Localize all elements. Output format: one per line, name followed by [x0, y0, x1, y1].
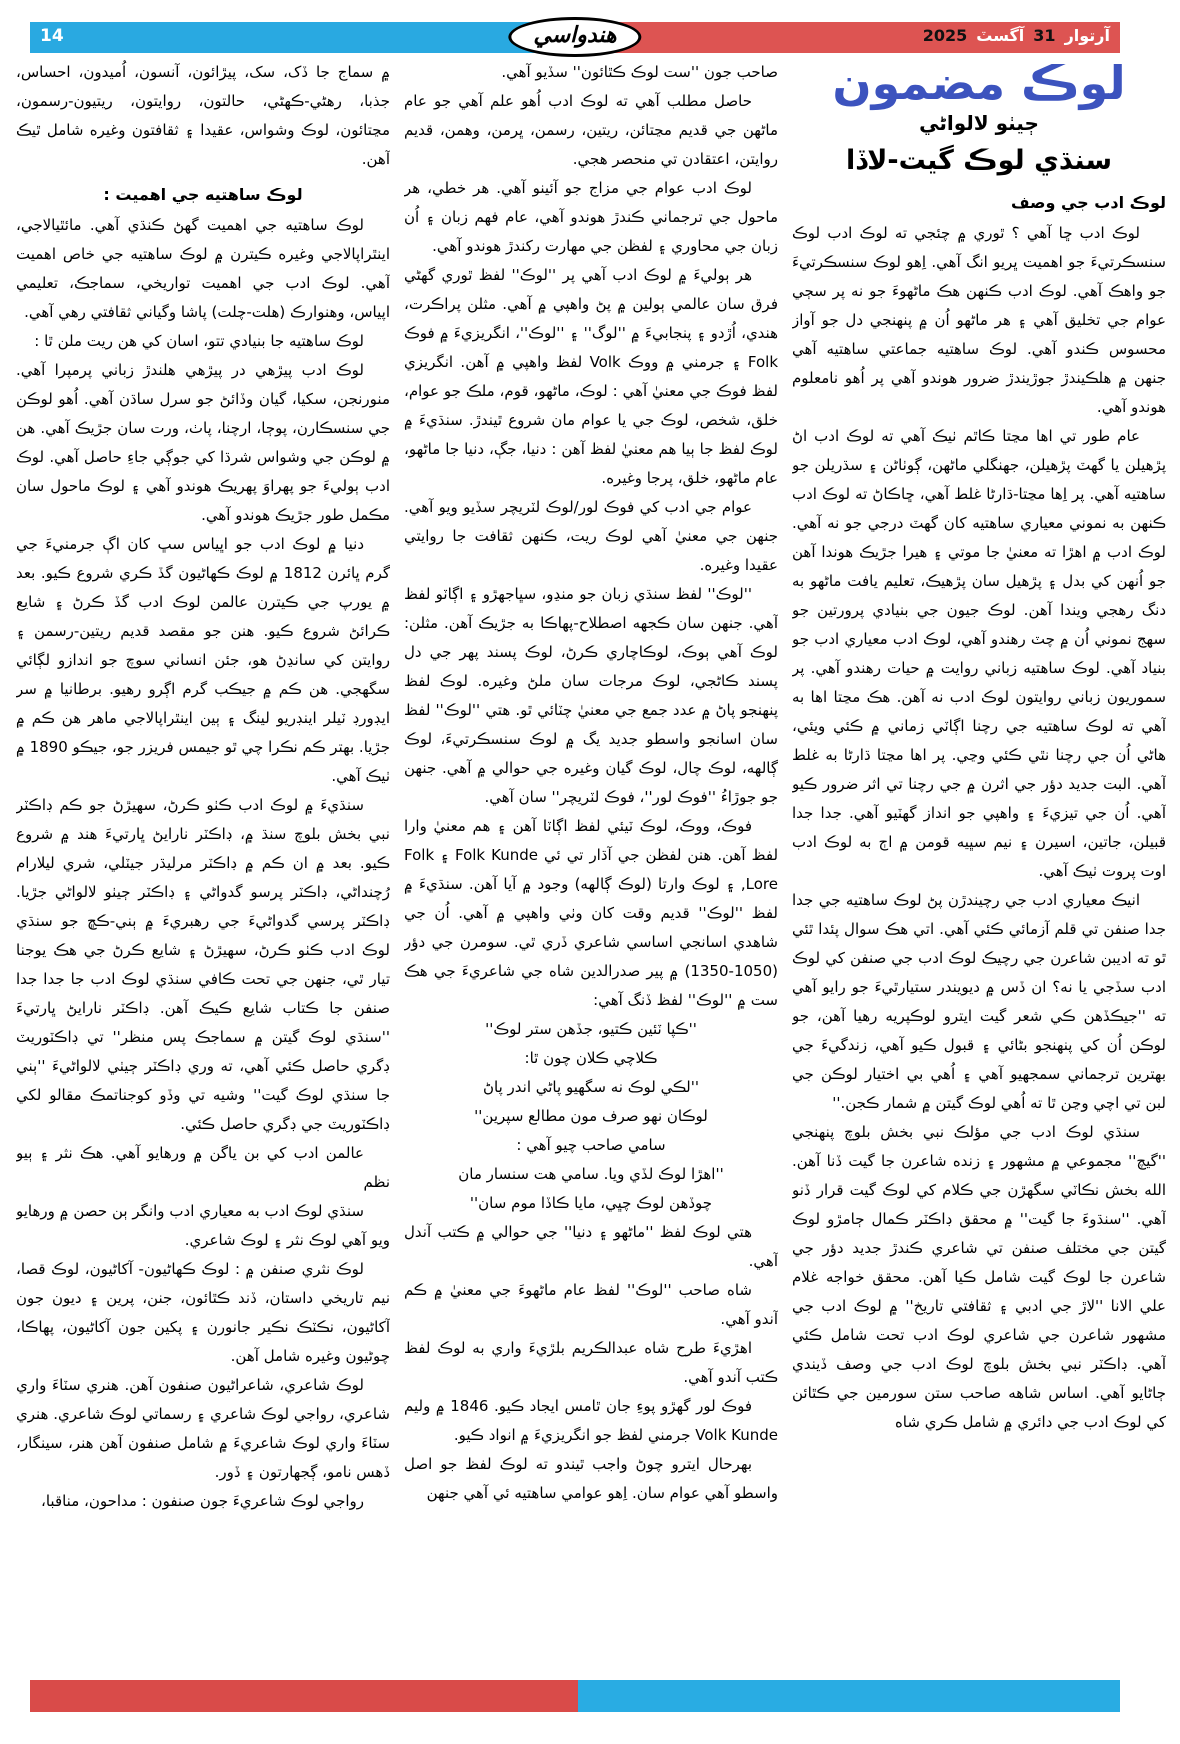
- paragraph: شاه صاحب ''لوڪ'' لفظ عام ماڻهوءَ جي معنيٰ ۾ ڪم آندو آهي.: [404, 1281, 778, 1328]
- date-day: 31: [1033, 26, 1056, 45]
- paragraph: عالمن ادب کي بن ياگن ۾ ورهايو آهي. هڪ نثر ۽ ٻيو نظم: [16, 1144, 390, 1191]
- column-middle: [404, 58, 778, 1662]
- paragraph: ۾ سماج جا ڏک، سک، پيڙائون، آنسون، اُميدون، احساس، جذبا، رهڻي-ڪهڻي، حالتون، روايتون، ريتيون-رسمون، مڃتائون، لوڪ وشواس، عقيدا ۽ ثقافتون وغيره شامل ٿيڪ آهن.: [16, 63, 390, 168]
- paragraph: سنڌي لوڪ ادب به معياري ادب وانگر ٻن حصن ۾ ورهايو ويو آهي لوڪ نثر ۽ لوڪ شاعري.: [16, 1202, 390, 1249]
- paragraph: هتي لوڪ لفظ ''ماڻهو ۽ دنيا'' جي حوالي ۾ ڪتب آندل آهي.: [404, 1223, 778, 1270]
- column-left: [16, 58, 390, 1662]
- paragraph: لوڪ ساهتيه جا بنيادي تتو، اسان کي هن ريت ملن ٿا :: [34, 332, 364, 350]
- paragraph: سنڌي لوڪ ادب جي مؤلڪ نبي بخش بلوچ پنهنجي ''گيچ'' مجموعي ۾ مشهور ۽ زنده شاعرن جا گيت ڏنا آهن. الله بخش نڪاٽي سگهڙن جي ڪلام کي لوڪ گيت قرار ڏنو آهي. ''سنڌوءَ جا گيت'' ۾ محقق ڊاڪٽر ڪمال ڄامڙو لوڪ گيتن جي مختلف صنفن تي شاعري ڪندڙ جديد دؤر جي شاعرن جا لوڪ گيت شامل ڪيا آهن. محقق خواجه غلام علي الانا ''لاڙ جي ادبي ۽ ثقافتي تاريخ'' ۾ لوڪ ادب جي مشهور شاعرن جي شاعري لوڪ ادب تحت شامل ڪئي آهي. ڊاڪٽر نبي بخش بلوچ لوڪ ادب جي وصف ڏيندي ڄاڻايو آهي. اساس شاهه صاحب ستن سورمين جي ڪٿائن کي لوڪ ادب جي دائري ۾ شامل ڪري شاه: [792, 1122, 1166, 1431]
- paragraph: عام طور تي اها مڃتا ڪاٿم ٺيڪ آهي ته لوڪ ادب اڻ پڙهيلن يا گهٽ پڙهيلن، جهنگلي ماڻهن، ڳوٺاڻن ۽ سڌريلن جو ساهتيه آهي. پر اِها مڃتا-ڌارڻا غلط آهي، ڇاڪاڻ ته لوڪ ادب ڪنهن به نموني معياري ساهتيه کان گهٽ درجي جو نه آهي. لوڪ ادب ۾ اهڙا ته معنيٰ جا موتي ۽ هيرا جڙيڪ هوندا آهن جو اُنهن کي بدل ۽ پڙهيل سان پڙهيڪ، تعليم يافت ماڻهو به دنگ رهجي ويندا آهن. لوڪ جيون جي بنيادي پرورتين جو سهج نموني اُن ۾ چٽ رهندو آهي، لوڪ ادب معياري ادب جو بنياد آهي. لوڪ ساهتيه زباني روايت ۾ حيات رهندو آهي. پر سموريون زباني روايتون لوڪ ادب نه آهن. هڪ مڃتا اها به آهي ته لوڪ ساهتيه جي رچنا اڳاٽي زماني ۾ ڪئي ويئي، هاڻي اُن جي رچنا نٿي ڪئي وڃي. پر اها مڃتا ڌارڻا به غلط آهي. البت جديد دؤر جي اثرن ۾ جي رچنا تي اثر ضرور ڪيو آهي. اُن جي تيزيءَ ۽ واهپي جو انداز گهٽيو آهي. جدا جدا قبيلن، جاتين، اسيرن ۽ نيم سڀيه قومن ۾ اڄ به لوڪ ادب اوت پروت ٺيڪ آهي.: [792, 426, 1166, 880]
- paragraph: دنيا ۾ لوڪ ادب جو اڀياس سڀ کان اڳ جرمنيءَ جي گرم ڀائرن 1812 ۾ لوڪ ڪهاڻيون گڏ ڪري شروع ڪيو. بعد ۾ يورپ جي ڪيترن عالمن لوڪ ادب گڏ ڪرڻ ۽ شايع ڪرائڻ شروع ڪيو. هنن جو مقصد قديم ريتين-رسمن ۽ روايتن کي سانڍڻ هو، جئن انساني سوچ جو اندازو لڳائي سگهجي. هن ڪم ۾ جيڪب گرم اڳرو رهيو. برطانيا ۾ سر ايڊورڊ ٽيلر اينڊريو لينگ ۽ ٻين اينٿراپالاجي ماهر هن ڪم ۾ جڙيا. بهتر ڪم نڪرا چي ٿو جيمس فريزر جو، جيڪو 1890 ۾ ٺيڪ آهي.: [16, 535, 390, 785]
- paragraph: سنڌيءَ ۾ لوڪ ادب ڪٺو ڪرڻ، سهيڙڻ جو ڪم ڊاڪٽر نبي بخش بلوچ سنڌ ۾، ڊاڪٽر نارايڻ ڀارتيءَ هند ۾ شروع ڪيو. بعد ۾ ان ڪم ۾ ڊاڪٽر مرليڌر جيٽلي، شري ليلارام رُچنداڻي، ڊاڪٽر پرسو گدواڻي ۽ ڊاڪٽر ڄيٺو لالواڻي جڙيا. ڊاڪٽر پرسي گدواڻيءَ جي رهبريءَ ۾ ٻني-ڪڇ جو سنڌي لوڪ ادب ڪٺو ڪرڻ، سهيڙڻ ۽ شايع ڪرڻ جي هڪ يوجنا تيار ٿي، جنهن جي تحت ڪافي سنڌي لوڪ ادب جا جدا جدا صنفن جا ڪتاب شايع ڪيڪ آهن. ڊاڪٽر نارايڻ ڀارتيءَ ''سنڌي لوڪ گيتن ۾ سماجڪ پس منظر'' تي ڊاڪٽوريٽ ڊگري حاصل ڪئي آهي، ته وري ڊاڪٽر ڄيٺي لالواڻيءَ ''ٻني جا سنڌي لوڪ گيت'' وشيه تي وڏو کوجناتمڪ مقالو لکي ڊاڪٽوريٽ جي ڊگري حاصل ڪئي.: [16, 796, 390, 1133]
- date-year: 2025: [922, 26, 968, 45]
- paragraph: فوڪ لور گهڙو پوءِ جان ٿامس ايجاد ڪيو. 1846 ۾ وليم Volk Kunde جرمني لفظ جو انگريزيءَ ۾ انواد ڪيو.: [404, 1397, 778, 1444]
- paragraph: رواجي لوڪ شاعريءَ جون صنفون : مداحون، مناقبا،: [41, 1492, 364, 1510]
- footer-bar: [30, 1680, 1120, 1712]
- verse-line: ''ڪپا ٽئين ڪتيو، جڏهن ستر لوڪ'': [485, 1020, 697, 1038]
- verse-line: ''اهڙا لوڪ لڏي ويا. سامي هت سنسار مان: [458, 1165, 724, 1183]
- section-heading: لوڪ ساهتيه جي اهميت :: [103, 185, 303, 204]
- verse-line: لوڪان نهو صرف مون مطالع سپرين'': [474, 1107, 708, 1125]
- section-heading: لوڪ ادب جي وصف: [1010, 192, 1166, 212]
- verse-line: چوڏهن لوڪ چڀي، مايا ڪاڏا موم سان'': [469, 1194, 713, 1212]
- newspaper-logo: هندواسي: [508, 17, 641, 57]
- column-right-text: [792, 188, 1166, 1437]
- issue-date: [923, 26, 1110, 45]
- verse-line: سامي صاحب چيو آهي :: [516, 1136, 666, 1154]
- paragraph: ''لوڪ'' لفظ سنڌي زبان جو منڍو، سڀاجهڙو ۽ اڳاٽو لفظ آهي. جنهن سان ڪجهه اصطلاح-پهاڪا به جڙيڪ آهن. مثلن: لوڪ آهي ٻوڪ، لوڪاچاري ڪرڻ، لوڪ پسند پهر جي دل پسند ڪاڻجي، لوڪ مرجات سان ملڻ وغيره. لوڪ لفظ پنهنجو پاڻ ۾ عدد جمع جي معنيٰ چٽائي ٿو. هتي ''لوڪ'' لفظ سان اسانجو واسطو جديد يگ ۾ لوڪ سنسڪرتيءَ، لوڪ ڳالهه، لوڪ چال، لوڪ گيان وغيره جي حوالي ۾ آهي. جنهن جو جوڙاءُ ''فوڪ لور''، فوڪ لٽريچر'' سان آهي.: [404, 585, 778, 806]
- header-bar: [30, 22, 1120, 53]
- column-middle-text: [404, 58, 778, 1508]
- paragraph: انيڪ معياري ادب جي رچيندڙن پڻ لوڪ ساهتيه جي جدا جدا صنفن تي قلم آزمائي ڪئي آهي. اتي هڪ سوال پئدا ٿئي ٿو ته اديبن شاعرن جي رچيڪ لوڪ ادب جي صنفن کي لوڪ ادب سڏجي يا نه؟ ان ڏس ۾ ديويندر ستيارٿيءَ جو رايو آهي ته ''جيڪڏهن ڪي شعر گيت ايترو لوڪپريه رهيا آهن، جو لوڪن اُن کي پنهنجو بڻائي ۽ قبول ڪيو آهي، زندگيءَ جي بهترين ترجماني سمجهيو آهي ۽ اُهي بي اختيار لوڪن جي لبن تي اچي وڃن ٿا ته اُهي لوڪ گيتن ۾ شمار ڪجن.'': [792, 890, 1166, 1112]
- article-body: [14, 58, 1166, 1662]
- date-weekday: آرتوار: [1064, 26, 1110, 45]
- footer-blue-strip: [578, 1680, 1120, 1712]
- verse-line: ڪلاچي ڪلان چون ٿا:: [524, 1049, 658, 1067]
- page-number: 14: [40, 26, 64, 46]
- paragraph: فوڪ، ووڪ، لوڪ ٽيئي لفظ اڳاٽا آهن ۽ هم معنيٰ وارا لفظ آهن. هنن لفظن جي آڌار تي ئي Folk Kunde ۽ Folk Lore, ۽ لوڪ وارتا (لوڪ ڳالهه) وجود ۾ آيا آهن. سنڌيءَ ۾ لفظ ''لوڪ'' قديم وقت کان وٺي واهپي ۾ آهي. اُن جي شاهدي اسانجي اساسي شاعري ڏري ٿي. سومرن جي دؤر (1050-1350) ۾ پير صدرالدين شاه جي شاعريءَ جي هڪ ست ۾ ''لوڪ'' لفظ ڏنگ آهي:: [404, 817, 778, 1009]
- article-kicker: لوڪ مضمون: [832, 58, 1126, 110]
- date-month: آگسٽ: [976, 26, 1025, 45]
- article-title: سنڌي لوڪ گيت-لاڏا: [845, 144, 1112, 176]
- paragraph: لوڪ ادب عوام جي مزاج جو آئينو آهي. هر خطي، هر ماحول جي ترجماني ڪندڙ هوندو آهي، عام فهم زبان ۽ اُن زبان جي محاوري ۽ لفظن جي مهارت رکندڙ هوندو آهي.: [404, 179, 778, 255]
- paragraph: لوڪ شاعري، شاعراڻيون صنفون آهن. هنري سٽاءَ واري شاعري، رواجي لوڪ شاعري ۽ رسماتي لوڪ شاعري. هنري سٽاءَ واري لوڪ شاعريءَ ۾ شامل صنفون آهن هنر، سينگار، ڏهس نامو، ڳجهارتون ۽ ڏور.: [16, 1376, 390, 1481]
- article-masthead: [792, 58, 1166, 176]
- paragraph: لوڪ نثري صنفن ۾ : لوڪ ڪهاڻيون- آکاڻيون، لوڪ قصا، نيم تاريخي داستان، ڏند ڪٿائون، جنن، پرين ۽ ديون جون آکاڻيون، نڪٽڪ نڪير جانورن ۽ پکين جون آکاڻيون، پهاڪا، چوڻيون وغيره شامل آهن.: [16, 1260, 390, 1365]
- paragraph: هر ٻوليءَ ۾ لوڪ ادب آهي پر ''لوڪ'' لفظ ٿوري گهڻي فرق سان عالمي ٻولين ۾ پڻ واهپي ۾ آهي. مثلن پراڪرت، هندي، اُڙدو ۽ پنجابيءَ ۾ ''لوگ'' ۽ ''لوڪ''، انگريزيءَ ۾ فوڪ Folk ۽ جرمني ۾ ووڪ Volk لفظ واهپي ۾ آهن. انگريزي لفظ فوڪ جي معنيٰ آهي : لوڪ، ماڻهو، قوم، ملڪ جو عوام، خلق، شخص، لوڪ جي يا عوام مان شروع ٿيندڙ. سنڌيءَ ۾ لوڪ لفظ جا ٻيا هم معنيٰ لفظ آهن : دنيا، جڳ، دنيا جا ماڻهو، عام ماڻهو، خلق، پرجا وغيره.: [404, 266, 778, 487]
- article-byline: ڄيٺو لالواڻي: [919, 110, 1039, 135]
- column-right: [792, 58, 1166, 1662]
- paragraph: عوام جي ادب کي فوڪ لور/لوڪ لٽريچر سڏيو ويو آهي. جنهن جي معنيٰ آهي لوڪ ريت، ڪنهن ثقافت جا روايتي عقيدا وغيره.: [404, 498, 778, 574]
- paragraph: لوڪ ادب ڇا آهي ؟ ٿوري ۾ چئجي ته لوڪ ادب لوڪ سنسڪرتيءَ جو اهميت ڀريو انگ آهي. اِهو لوڪ سنسڪرتيءَ جو واهڪ آهي. لوڪ ادب ڪنهن هڪ ماڻهوءَ جو نه پر سڄي عوام جي تخليق آهي ۽ هر ماڻهو اُن ۾ پنهنجي دل جو آواز محسوس ڪندو آهي. لوڪ ساهتيه جماعتي ساهتيه آهي جنهن ۾ هلڪيندڙ جوڙيندڙ ضرور هوندو آهي پر اُهو نامعلوم هوندو آهي.: [792, 223, 1166, 416]
- verse-line: ''لڪي لوڪ نه سگهيو پاڻي اندر پاڻ: [483, 1078, 699, 1096]
- paragraph: اهڙيءَ طرح شاه عبدالڪريم بلڙيءَ واري به لوڪ لفظ ڪتب آندو آهي.: [404, 1339, 778, 1386]
- paragraph: لوڪ ادب پيڙهي در پيڙهي هلندڙ زباني پرمپرا آهي. منورنجن، سکيا، گيان وڏائڻ جو سرل ساڌن آهي. اُهو لوڪن جي سنسڪارن، پوڄا، ارچنا، پاٺ، ورت سان جڙيڪ آهي. هن ۾ لوڪن جي وشواس شرڌا کي جوڳي جاءِ حاصل آهي. لوڪ ادب ٻوليءَ جو پهراوَ پهريڪ هوندو آهي ۽ لوڪ ماحول سان مڪمل طور جڙيڪ هوندو آهي.: [16, 361, 390, 524]
- paragraph: حاصل مطلب آهي ته لوڪ ادب اُهو علم آهي جو عام ماڻهن جي قديم مڃتائن، ريتين، رسمن، ڀرمن، وهمن، قديم روايتن، اعتقادن تي منحصر هجي.: [404, 92, 778, 168]
- paragraph: لوڪ ساهتيه جي اهميت گهڻ ڪنڌي آهي. مائٿيالاجي، اينٿراپالاجي وغيره ڪيترن ۾ لوڪ ساهتيه جي خاص اهميت آهي. لوڪ ادب جي اهميت تواريخي، سماجڪ، تعليمي اپياس، وهنوارڪ (هلت-چلت) پاشا وگياني ثقافتي رهي آهي.: [16, 216, 390, 321]
- footer-red-strip: [30, 1680, 578, 1712]
- paragraph: صاحب جون ''ست لوڪ ڪٿائون'' سڏيو آهي.: [501, 63, 778, 81]
- paragraph: بهرحال ايترو چوڻ واجب ٿيندو ته لوڪ لفظ جو اصل واسطو آهي عوام سان. اِهو عوامي ساهتيه ئي آهي جنهن: [404, 1455, 778, 1502]
- header-blue-strip: [30, 22, 575, 53]
- column-left-text: [16, 58, 390, 1516]
